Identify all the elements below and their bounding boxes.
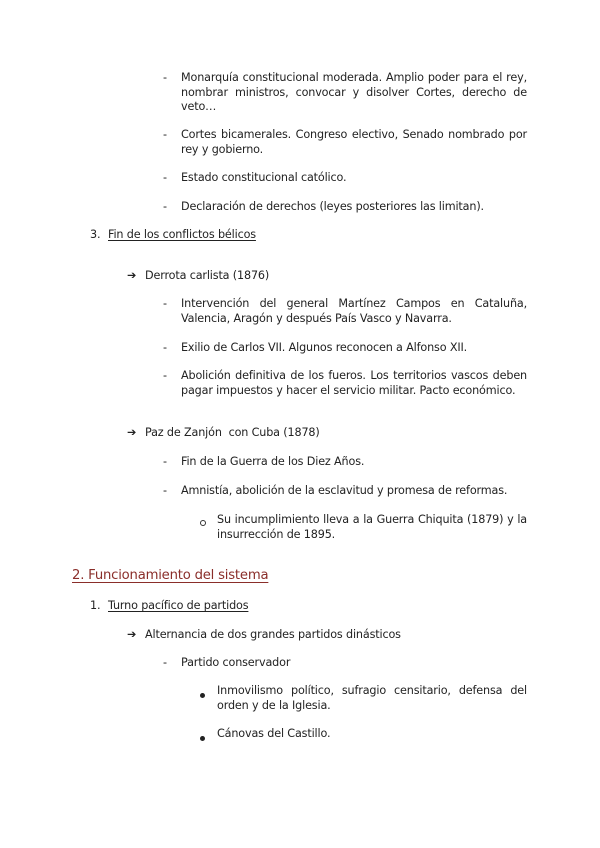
list-item-declaracion: Declaración de derechos (leyes posteriores las limitan).	[181, 200, 484, 213]
bullet-dot-icon	[200, 688, 205, 701]
subheading-turno-pacifico	[108, 599, 248, 614]
number-marker: 1.	[90, 599, 101, 612]
subheading-text: Turno pacífico de partidos	[108, 599, 249, 612]
list-item-partido-conservador: Partido conservador	[181, 656, 291, 669]
section-heading-funcionamiento: 2. Funcionamiento del sistema	[72, 568, 269, 583]
list-item-estado: Estado constitucional católico.	[181, 171, 347, 184]
list-item-inmovilismo: Inmovilismo político, sufragio censitario, defensa del orden y de la Iglesia.	[217, 684, 527, 712]
arrow-icon: ➔	[127, 269, 137, 282]
dash-marker: -	[163, 171, 167, 184]
list-item-fin-guerra: Fin de la Guerra de los Diez Años.	[181, 455, 365, 468]
list-item-abolicion-fueros: Abolición definitiva de los fueros. Los territorios vascos deben pagar impuestos y hacer el servicio militar. Pacto económico.	[181, 369, 527, 397]
bullet-dot-icon	[200, 731, 205, 744]
dash-marker: -	[163, 484, 167, 497]
dash-marker: -	[163, 71, 167, 84]
list-item-exilio: Exilio de Carlos VII. Algunos reconocen a Alfonso XII.	[181, 341, 468, 354]
list-item-cortes: Cortes bicamerales. Congreso electivo, Senado nombrado por rey y gobierno.	[181, 128, 527, 156]
list-item-incumplimiento: Su incumplimiento lleva a la Guerra Chiquita (1879) y la insurrección de 1895.	[217, 513, 527, 541]
number-marker: 3.	[90, 228, 101, 241]
dash-marker: -	[163, 341, 167, 354]
arrow-icon: ➔	[127, 426, 137, 439]
arrow-item-zanjon: Paz de Zanjón con Cuba (1878)	[145, 426, 320, 439]
list-item-canovas: Cánovas del Castillo.	[217, 727, 331, 740]
dash-marker: -	[163, 656, 167, 669]
dash-marker: -	[163, 297, 167, 310]
circle-bullet-icon	[200, 516, 206, 529]
dash-marker: -	[163, 200, 167, 213]
dash-marker: -	[163, 369, 167, 382]
subheading-fin-conflictos	[108, 228, 256, 243]
list-item-intervencion: Intervención del general Martínez Campos en Cataluña, Valencia, Aragón y después País Vasco y Navarra.	[181, 297, 527, 325]
arrow-item-alternancia: Alternancia de dos grandes partidos dinásticos	[145, 628, 401, 641]
list-item-monarquia: Monarquía constitucional moderada. Amplio poder para el rey, nombrar ministros, convocar y disolver Cortes, derecho de veto…	[181, 71, 527, 113]
subheading-text: Fin de los conflictos bélicos	[108, 228, 256, 241]
arrow-icon: ➔	[127, 628, 137, 641]
arrow-item-derrota: Derrota carlista (1876)	[145, 269, 270, 282]
dash-marker: -	[163, 128, 167, 141]
dash-marker: -	[163, 455, 167, 468]
list-item-amnistia: Amnistía, abolición de la esclavitud y promesa de reformas.	[181, 484, 508, 497]
